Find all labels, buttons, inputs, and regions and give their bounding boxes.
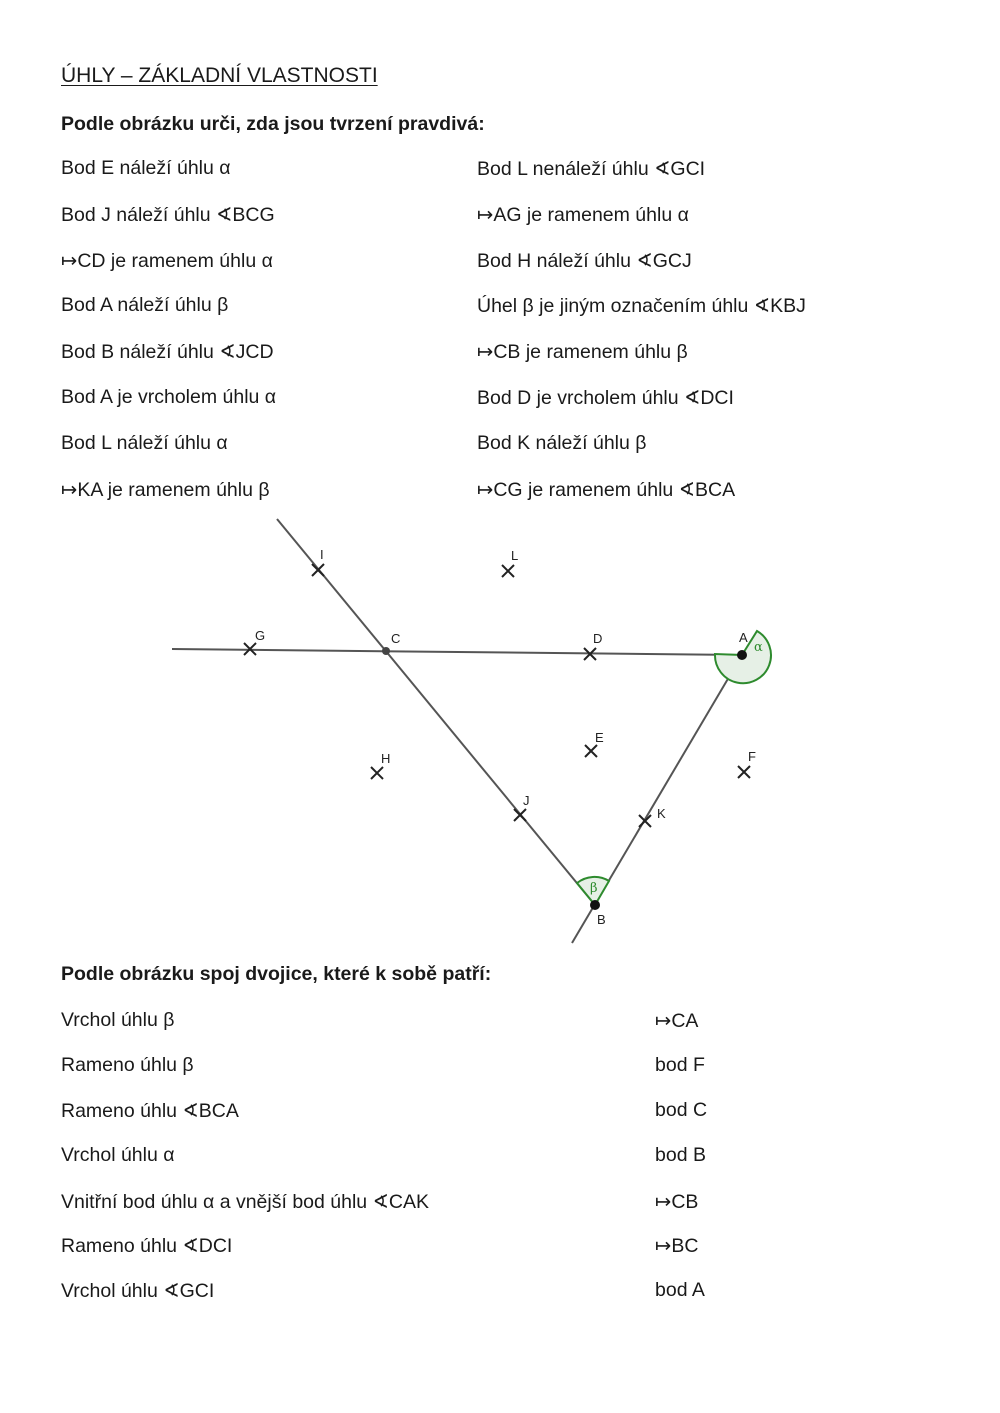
label-k: K [657, 806, 666, 821]
point-l-cross [502, 565, 514, 577]
pair-right-2: bod F [655, 1054, 705, 1076]
section1-heading: Podle obrázku urči, zda jsou tvrzení pravdivá: [61, 113, 485, 135]
pair-left-6: Rameno úhlu ∢DCI [61, 1235, 233, 1257]
statement-right-4: Úhel β je jiným označením úhlu ∢KBJ [477, 295, 806, 317]
label-i: I [320, 547, 324, 562]
pair-left-7: Vrchol úhlu ∢GCI [61, 1280, 215, 1302]
pair-right-3: bod C [655, 1099, 708, 1121]
statement-left-2: Bod J náleží úhlu ∢BCG [61, 204, 275, 226]
label-beta: β [590, 881, 598, 896]
label-alpha: α [754, 640, 763, 655]
label-e: E [595, 730, 604, 745]
statement-right-1: Bod L nenáleží úhlu ∢GCI [477, 158, 706, 180]
statement-right-3: Bod H náleží úhlu ∢GCJ [477, 250, 692, 272]
point-b-dot [590, 900, 600, 910]
page-title: ÚHLY – ZÁKLADNÍ VLASTNOSTI [61, 64, 378, 87]
line-ic-cb [277, 519, 595, 905]
label-b: B [597, 912, 606, 927]
label-d: D [593, 631, 603, 646]
pair-right-4: bod B [655, 1144, 706, 1166]
label-f: F [748, 749, 756, 764]
point-e-cross [585, 745, 597, 757]
point-i-cross [312, 564, 324, 576]
pair-right-5: ↦CB [655, 1191, 699, 1213]
statement-left-8: ↦KA je ramenem úhlu β [61, 479, 270, 501]
pair-left-4: Vrchol úhlu α [61, 1144, 175, 1166]
statement-left-7: Bod L náleží úhlu α [61, 432, 228, 454]
pair-left-2: Rameno úhlu β [61, 1054, 194, 1076]
pair-left-5: Vnitřní bod úhlu α a vnější bod úhlu ∢CAK [61, 1191, 429, 1213]
statement-right-6: Bod D je vrcholem úhlu ∢DCI [477, 387, 734, 409]
pair-left-3: Rameno úhlu ∢BCA [61, 1100, 239, 1122]
point-c-dot [382, 647, 390, 655]
line-gc-da [172, 649, 742, 655]
point-k-cross [639, 815, 651, 827]
label-g: G [255, 628, 266, 643]
statement-left-4: Bod A náleží úhlu β [61, 294, 229, 316]
point-f-cross [738, 766, 750, 778]
pair-right-7: bod A [655, 1279, 705, 1301]
statement-right-5: ↦CB je ramenem úhlu β [477, 341, 688, 363]
statement-right-8: ↦CG je ramenem úhlu ∢BCA [477, 479, 736, 501]
point-h-cross [371, 767, 383, 779]
label-a: A [739, 630, 748, 645]
statement-left-5: Bod B náleží úhlu ∢JCD [61, 341, 274, 363]
statement-right-2: ↦AG je ramenem úhlu α [477, 204, 689, 226]
statement-left-1: Bod E náleží úhlu α [61, 157, 231, 179]
label-j: J [523, 793, 530, 808]
label-c: C [391, 631, 401, 646]
statement-left-3: ↦CD je ramenem úhlu α [61, 250, 273, 272]
point-a-dot [737, 650, 747, 660]
section2-heading: Podle obrázku spoj dvojice, které k sobě patří: [61, 963, 492, 985]
statement-right-7: Bod K náleží úhlu β [477, 432, 647, 454]
pair-right-1: ↦CA [655, 1010, 699, 1032]
label-l: L [511, 548, 519, 563]
point-j-cross [514, 809, 526, 821]
label-h: H [381, 751, 391, 766]
pair-right-6: ↦BC [655, 1235, 699, 1257]
statement-left-6: Bod A je vrcholem úhlu α [61, 386, 277, 408]
pair-left-1: Vrchol úhlu β [61, 1009, 175, 1031]
